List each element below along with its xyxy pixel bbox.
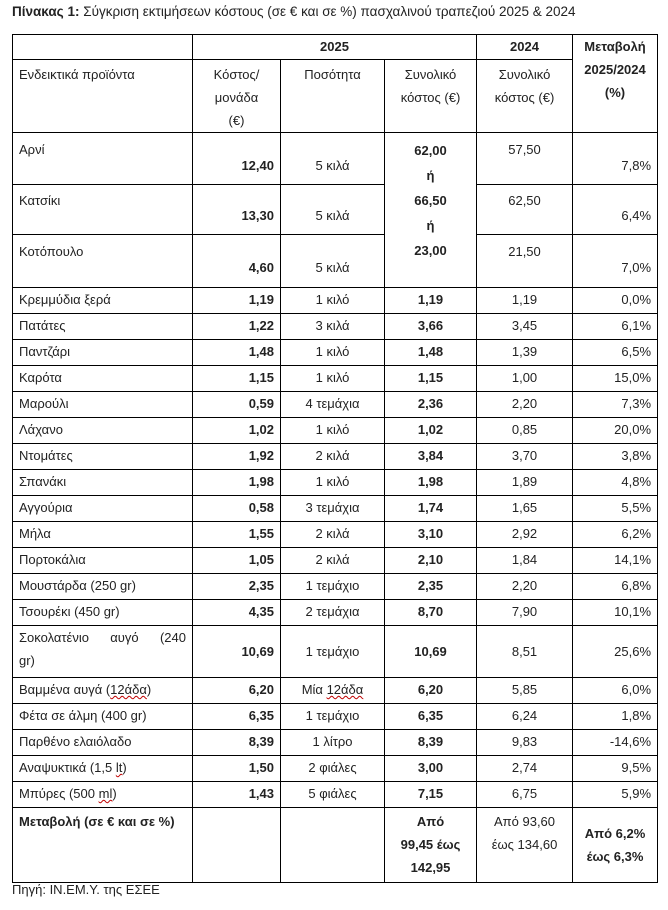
total-2024: 9,83 <box>477 730 573 756</box>
total-2024: 3,70 <box>477 444 573 470</box>
total-2025: 2,35 <box>385 574 477 600</box>
product-name: Μουστάρδα (250 gr) <box>13 574 193 600</box>
change: 5,5% <box>573 496 658 522</box>
footer-total-2024: Από 93,60 έως 134,60 <box>477 808 573 883</box>
total-2024: 57,50 <box>477 133 573 185</box>
total-2025: 1,98 <box>385 470 477 496</box>
unit-cost: 1,55 <box>193 522 281 548</box>
product-name: Μπύρες (500 ml) <box>13 782 193 808</box>
change: 0,0% <box>573 288 658 314</box>
unit-cost: 1,98 <box>193 470 281 496</box>
change: 14,1% <box>573 548 658 574</box>
combined-total-2025: 62,00 ή 66,50 ή 23,00 <box>385 133 477 288</box>
total-2024: 21,50 <box>477 235 573 288</box>
header-product: Ενδεικτικά προϊόντα <box>13 60 193 133</box>
total-2025: 1,74 <box>385 496 477 522</box>
unit-cost: 1,19 <box>193 288 281 314</box>
total-2025: 3,00 <box>385 756 477 782</box>
change: 7,8% <box>573 133 658 185</box>
quantity: 1 λίτρο <box>281 730 385 756</box>
table-row <box>13 548 658 574</box>
change: 6,1% <box>573 314 658 340</box>
table-row <box>13 522 658 548</box>
total-2024: 1,84 <box>477 548 573 574</box>
quantity: 1 κιλό <box>281 366 385 392</box>
unit-cost: 0,59 <box>193 392 281 418</box>
caption-label: Πίνακας 1: <box>12 4 80 19</box>
product-name: Κατσίκι <box>13 185 193 235</box>
caption-text: Σύγκριση εκτιμήσεων κόστους (σε € και σε %) πασχαλινού τραπεζιού 2025 & 2024 <box>79 4 576 19</box>
quantity: 4 τεμάχια <box>281 392 385 418</box>
total-2025: 2,10 <box>385 548 477 574</box>
table-row <box>13 133 658 185</box>
header-total-2024: Συνολικό κόστος (€) <box>477 60 573 133</box>
product-name: Αναψυκτικά (1,5 lt) <box>13 756 193 782</box>
quantity: 2 κιλά <box>281 522 385 548</box>
table-row <box>13 574 658 600</box>
total-2025: 3,66 <box>385 314 477 340</box>
product-name: Λάχανο <box>13 418 193 444</box>
table-row <box>13 704 658 730</box>
footer-label: Μεταβολή (σε € και σε %) <box>13 808 193 883</box>
product-name: Σπανάκι <box>13 470 193 496</box>
table-row <box>13 314 658 340</box>
footer-row <box>13 808 658 883</box>
change: 6,2% <box>573 522 658 548</box>
change: 9,5% <box>573 756 658 782</box>
total-2024: 7,90 <box>477 600 573 626</box>
total-2024: 2,74 <box>477 756 573 782</box>
total-2025: 3,10 <box>385 522 477 548</box>
table-row <box>13 288 658 314</box>
change: 25,6% <box>573 626 658 678</box>
quantity: 3 τεμάχια <box>281 496 385 522</box>
table-row <box>13 444 658 470</box>
quantity: 1 τεμάχιο <box>281 626 385 678</box>
change: 7,3% <box>573 392 658 418</box>
product-name: Φέτα σε άλμη (400 gr) <box>13 704 193 730</box>
header-quantity: Ποσότητα <box>281 60 385 133</box>
unit-cost: 1,22 <box>193 314 281 340</box>
total-2024: 1,39 <box>477 340 573 366</box>
total-2024: 1,19 <box>477 288 573 314</box>
change: 6,0% <box>573 678 658 704</box>
product-name: Κρεμμύδια ξερά <box>13 288 193 314</box>
header-total-2025: Συνολικό κόστος (€) <box>385 60 477 133</box>
header-unit-cost: Κόστος/ μονάδα (€) <box>193 60 281 133</box>
cost-table <box>12 34 658 883</box>
unit-cost: 2,35 <box>193 574 281 600</box>
change: 6,5% <box>573 340 658 366</box>
table-row <box>13 470 658 496</box>
quantity: Μία 12άδα <box>281 678 385 704</box>
quantity: 3 κιλά <box>281 314 385 340</box>
header-2024: 2024 <box>477 35 573 60</box>
total-2024: 1,89 <box>477 470 573 496</box>
total-2025: 1,15 <box>385 366 477 392</box>
total-2025: 1,48 <box>385 340 477 366</box>
change: 5,9% <box>573 782 658 808</box>
change: 4,8% <box>573 470 658 496</box>
table-row <box>13 626 658 678</box>
unit-cost: 1,05 <box>193 548 281 574</box>
unit-cost: 8,39 <box>193 730 281 756</box>
product-name: Μαρούλι <box>13 392 193 418</box>
unit-cost: 0,58 <box>193 496 281 522</box>
product-name: Αρνί <box>13 133 193 185</box>
product-name: Παντζάρι <box>13 340 193 366</box>
unit-cost: 6,35 <box>193 704 281 730</box>
total-2025: 10,69 <box>385 626 477 678</box>
total-2025: 7,15 <box>385 782 477 808</box>
total-2024: 0,85 <box>477 418 573 444</box>
total-2024: 5,85 <box>477 678 573 704</box>
product-name: Ντομάτες <box>13 444 193 470</box>
change: 15,0% <box>573 366 658 392</box>
quantity: 5 κιλά <box>281 235 385 288</box>
total-2024: 3,45 <box>477 314 573 340</box>
unit-cost: 1,50 <box>193 756 281 782</box>
change: 6,4% <box>573 185 658 235</box>
table-row <box>13 235 658 288</box>
total-2024: 1,65 <box>477 496 573 522</box>
table-row <box>13 496 658 522</box>
total-2025: 1,02 <box>385 418 477 444</box>
unit-cost: 1,02 <box>193 418 281 444</box>
total-2024: 62,50 <box>477 185 573 235</box>
unit-cost: 1,15 <box>193 366 281 392</box>
table-row <box>13 392 658 418</box>
quantity: 2 φιάλες <box>281 756 385 782</box>
change: 1,8% <box>573 704 658 730</box>
header-2025: 2025 <box>193 35 477 60</box>
total-2025: 8,70 <box>385 600 477 626</box>
product-name: Τσουρέκι (450 gr) <box>13 600 193 626</box>
quantity: 5 κιλά <box>281 133 385 185</box>
quantity: 1 τεμάχιο <box>281 574 385 600</box>
product-name: Μήλα <box>13 522 193 548</box>
total-2025: 8,39 <box>385 730 477 756</box>
change: 6,8% <box>573 574 658 600</box>
header-row-years <box>13 35 658 60</box>
quantity: 2 τεμάχια <box>281 600 385 626</box>
total-2025: 3,84 <box>385 444 477 470</box>
change: 20,0% <box>573 418 658 444</box>
change: 3,8% <box>573 444 658 470</box>
table-row <box>13 366 658 392</box>
footer-total-2025: Από 99,45 έως 142,95 <box>385 808 477 883</box>
unit-cost: 12,40 <box>193 133 281 185</box>
product-name: Καρότα <box>13 366 193 392</box>
source-note: Πηγή: ΙΝ.ΕΜ.Υ. της ΕΣΕΕ <box>12 882 160 897</box>
table-row <box>13 185 658 235</box>
unit-cost: 4,35 <box>193 600 281 626</box>
table-row <box>13 730 658 756</box>
change: 7,0% <box>573 235 658 288</box>
total-2024: 1,00 <box>477 366 573 392</box>
unit-cost: 1,92 <box>193 444 281 470</box>
quantity: 2 κιλά <box>281 444 385 470</box>
total-2024: 2,92 <box>477 522 573 548</box>
table-row <box>13 340 658 366</box>
quantity: 1 κιλό <box>281 340 385 366</box>
table-caption <box>12 4 576 19</box>
product-name: Πορτοκάλια <box>13 548 193 574</box>
quantity: 5 κιλά <box>281 185 385 235</box>
total-2024: 2,20 <box>477 392 573 418</box>
unit-cost: 1,43 <box>193 782 281 808</box>
header-change: Μεταβολή 2025/2024 (%) <box>573 35 658 133</box>
quantity: 1 κιλό <box>281 288 385 314</box>
total-2025: 6,20 <box>385 678 477 704</box>
total-2025: 6,35 <box>385 704 477 730</box>
quantity: 1 τεμάχιο <box>281 704 385 730</box>
product-name: Πατάτες <box>13 314 193 340</box>
total-2025: 2,36 <box>385 392 477 418</box>
total-2024: 6,75 <box>477 782 573 808</box>
table-row <box>13 782 658 808</box>
unit-cost: 4,60 <box>193 235 281 288</box>
product-name: Κοτόπουλο <box>13 235 193 288</box>
unit-cost: 13,30 <box>193 185 281 235</box>
product-name: Σοκολατένιο αυγό (240 gr) <box>13 626 193 678</box>
footer-change: Από 6,2% έως 6,3% <box>573 808 658 883</box>
table-row <box>13 418 658 444</box>
table-row <box>13 756 658 782</box>
unit-cost: 6,20 <box>193 678 281 704</box>
product-name: Βαμμένα αυγά (12άδα) <box>13 678 193 704</box>
total-2024: 2,20 <box>477 574 573 600</box>
unit-cost: 10,69 <box>193 626 281 678</box>
table-row <box>13 678 658 704</box>
unit-cost: 1,48 <box>193 340 281 366</box>
total-2025: 1,19 <box>385 288 477 314</box>
product-name: Παρθένο ελαιόλαδο <box>13 730 193 756</box>
product-name: Αγγούρια <box>13 496 193 522</box>
total-2024: 8,51 <box>477 626 573 678</box>
quantity: 1 κιλό <box>281 418 385 444</box>
quantity: 1 κιλό <box>281 470 385 496</box>
change: 10,1% <box>573 600 658 626</box>
change: -14,6% <box>573 730 658 756</box>
total-2024: 6,24 <box>477 704 573 730</box>
table-row <box>13 600 658 626</box>
quantity: 2 κιλά <box>281 548 385 574</box>
quantity: 5 φιάλες <box>281 782 385 808</box>
header-row-columns <box>13 60 658 133</box>
